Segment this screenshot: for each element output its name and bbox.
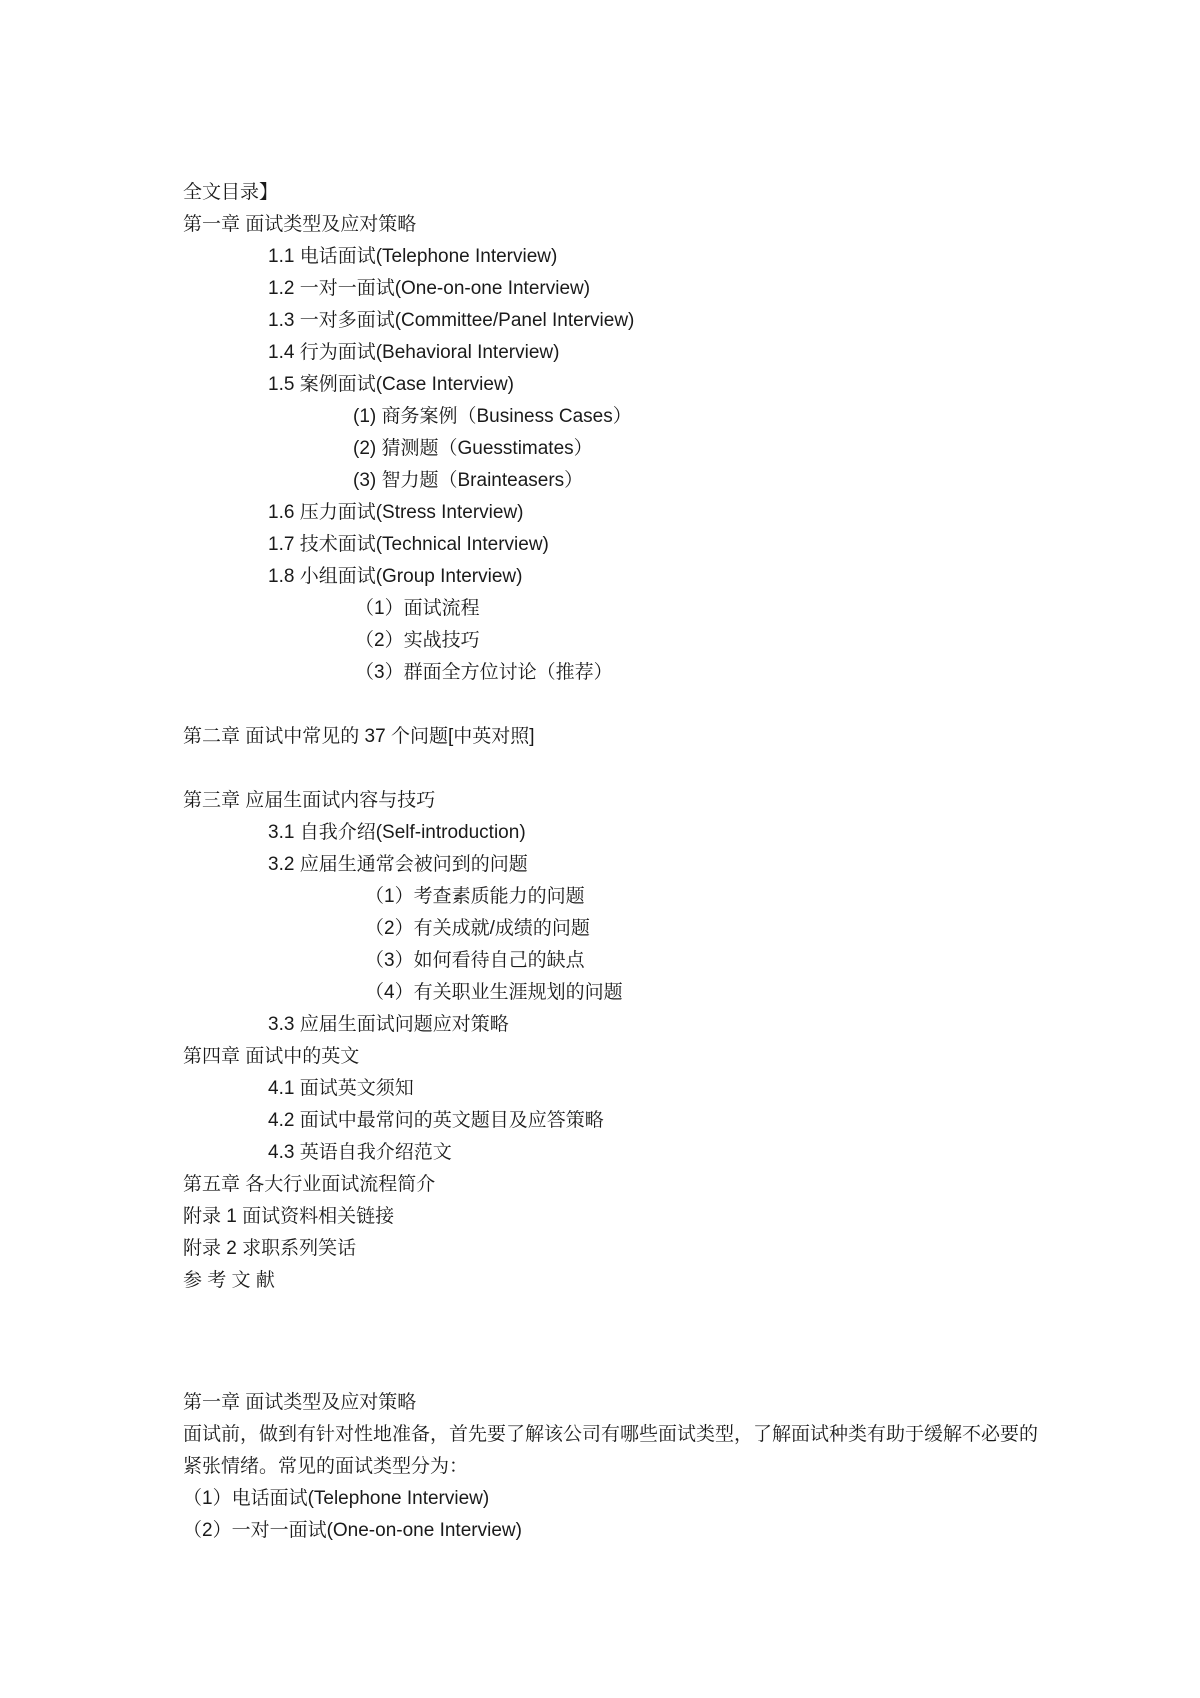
toc-subsection-1-5-3: (3) 智力题（Brainteasers） xyxy=(353,470,584,491)
toc-section-4-1: 4.1 面试英文须知 xyxy=(268,1078,414,1099)
toc-references: 参 考 文 献 xyxy=(183,1270,275,1291)
toc-chapter-3: 第三章 应届生面试内容与技巧 xyxy=(183,790,436,811)
toc-title: 全文目录】 xyxy=(183,182,279,203)
toc-section-1-8: 1.8 小组面试(Group Interview) xyxy=(268,566,523,587)
toc-section-1-3: 1.3 一对多面试(Committee/Panel Interview) xyxy=(268,310,635,331)
toc-section-1-1: 1.1 电话面试(Telephone Interview) xyxy=(268,246,558,267)
chapter-1-intro: 面试前，做到有针对性地准备，首先要了解该公司有哪些面试类型，了解面试种类有助于缓解不必要的紧张情绪。常见的面试类型分为： xyxy=(183,1424,1039,1477)
toc-section-3-3: 3.3 应届生面试问题应对策略 xyxy=(268,1014,509,1035)
toc-subsection-1-8-1: （1）面试流程 xyxy=(355,598,480,619)
toc-section-1-4: 1.4 行为面试(Behavioral Interview) xyxy=(268,342,560,363)
toc-appendix-1: 附录 1 面试资料相关链接 xyxy=(183,1206,395,1227)
toc-appendix-2: 附录 2 求职系列笑话 xyxy=(183,1238,357,1259)
toc-subsection-1-8-2: （2）实战技巧 xyxy=(355,630,480,651)
toc-subsection-3-2-4: （4）有关职业生涯规划的问题 xyxy=(365,982,623,1003)
toc-subsection-1-5-2: (2) 猜测题（Guesstimates） xyxy=(353,438,593,459)
interview-type-1: （1）电话面试(Telephone Interview) xyxy=(183,1488,490,1509)
toc-section-4-2: 4.2 面试中最常问的英文题目及应答策略 xyxy=(268,1110,604,1131)
toc-section-1-5: 1.5 案例面试(Case Interview) xyxy=(268,374,515,395)
toc-subsection-3-2-1: （1）考查素质能力的问题 xyxy=(365,886,585,907)
toc-subsection-3-2-2: （2）有关成就/成绩的问题 xyxy=(365,918,590,939)
toc-section-3-1: 3.1 自我介绍(Self-introduction) xyxy=(268,822,526,843)
toc-subsection-1-8-3: （3）群面全方位讨论（推荐） xyxy=(355,662,613,683)
toc-chapter-1: 第一章 面试类型及应对策略 xyxy=(183,214,417,235)
toc-section-1-7: 1.7 技术面试(Technical Interview) xyxy=(268,534,549,555)
toc-chapter-2: 第二章 面试中常见的 37 个问题[中英对照] xyxy=(183,726,535,747)
toc-section-3-2: 3.2 应届生通常会被问到的问题 xyxy=(268,854,528,875)
toc-section-4-3: 4.3 英语自我介绍范文 xyxy=(268,1142,452,1163)
toc-chapter-5: 第五章 各大行业面试流程简介 xyxy=(183,1174,436,1195)
chapter-1-heading: 第一章 面试类型及应对策略 xyxy=(183,1392,417,1413)
toc-subsection-3-2-3: （3）如何看待自己的缺点 xyxy=(365,950,585,971)
interview-type-2: （2）一对一面试(One-on-one Interview) xyxy=(183,1520,522,1541)
toc-section-1-2: 1.2 一对一面试(One-on-one Interview) xyxy=(268,278,591,299)
toc-section-1-6: 1.6 压力面试(Stress Interview) xyxy=(268,502,524,523)
toc-chapter-4: 第四章 面试中的英文 xyxy=(183,1046,360,1067)
toc-subsection-1-5-1: (1) 商务案例（Business Cases） xyxy=(353,406,632,427)
